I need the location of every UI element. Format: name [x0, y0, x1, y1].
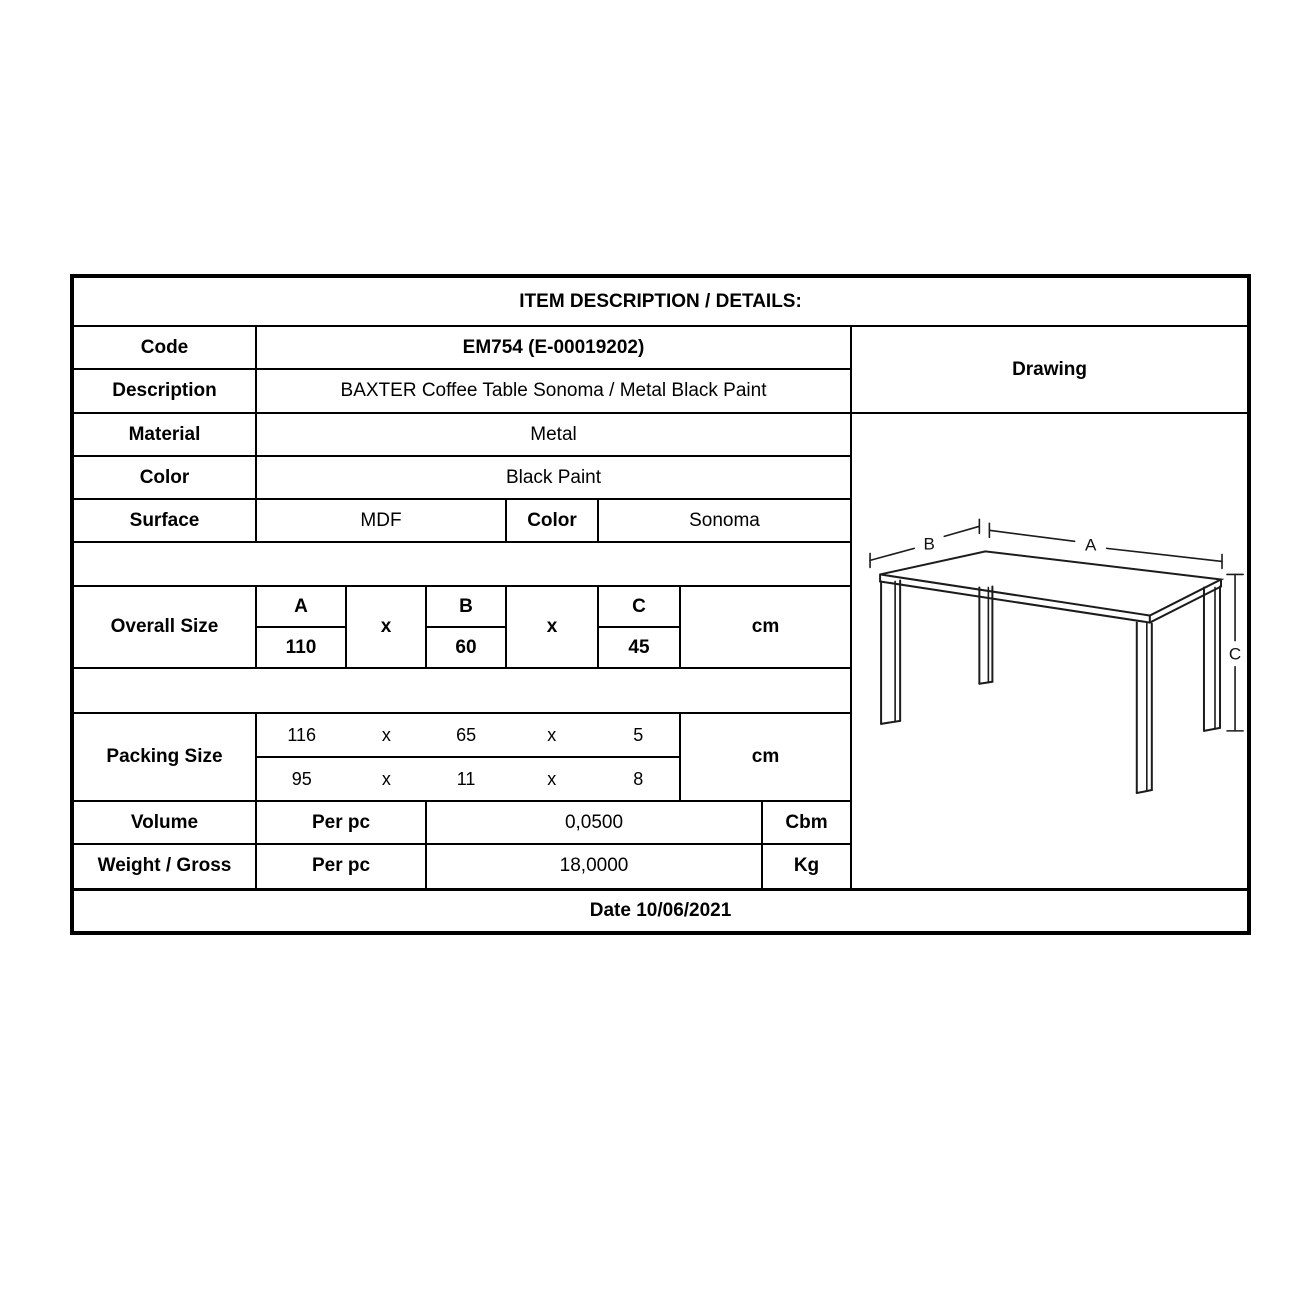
overall-size-dim-c-letter: C — [598, 586, 680, 627]
packing-size-row1 — [256, 713, 680, 757]
packing-row2-sep2: x — [547, 768, 557, 789]
material-label: Material — [72, 413, 256, 456]
weight-unit: Kg — [762, 844, 851, 889]
overall-size-unit: cm — [680, 586, 851, 668]
description-value: BAXTER Coffee Table Sonoma / Metal Black Paint — [256, 369, 851, 413]
color-value: Black Paint — [256, 456, 851, 499]
drawing-panel-title: Drawing — [851, 326, 1249, 413]
dim-label-c: C — [1228, 644, 1242, 664]
material-value: Metal — [256, 413, 851, 456]
packing-size-row2 — [256, 757, 680, 801]
packing-row1-width: 65 — [456, 724, 477, 745]
code-value: EM754 (E-00019202) — [256, 326, 851, 369]
surface-value: MDF — [256, 499, 506, 542]
sheet-title: ITEM DESCRIPTION / DETAILS: — [72, 276, 1249, 326]
packing-row2-height: 8 — [633, 768, 644, 789]
overall-size-dim-a-value: 110 — [256, 627, 346, 668]
overall-size-dim-c-value: 45 — [598, 627, 680, 668]
volume-label: Volume — [72, 801, 256, 844]
color-label: Color — [72, 456, 256, 499]
volume-value: 0,0500 — [426, 801, 762, 844]
weight-gross-label: Weight / Gross — [72, 844, 256, 889]
packing-row2-length: 95 — [291, 768, 312, 789]
table-line-drawing — [852, 414, 1247, 887]
weight-basis: Per pc — [256, 844, 426, 889]
dim-label-a: A — [1084, 535, 1097, 555]
overall-size-separator-2: x — [506, 586, 598, 668]
description-label: Description — [72, 369, 256, 413]
overall-size-dim-b-value: 60 — [426, 627, 506, 668]
volume-basis: Per pc — [256, 801, 426, 844]
overall-size-label: Overall Size — [72, 586, 256, 668]
surface-label: Surface — [72, 499, 256, 542]
code-label: Code — [72, 326, 256, 369]
surface-color-label: Color — [506, 499, 598, 542]
packing-row2-width: 11 — [456, 768, 476, 789]
volume-unit: Cbm — [762, 801, 851, 844]
overall-size-dim-a-letter: A — [256, 586, 346, 627]
packing-row2-sep1: x — [381, 768, 391, 789]
date-row: Date 10/06/2021 — [72, 889, 1249, 933]
spacer-row — [72, 542, 851, 586]
dim-label-b: B — [923, 534, 935, 554]
overall-size-separator-1: x — [346, 586, 426, 668]
packing-row1-sep2: x — [547, 724, 557, 745]
surface-color-value: Sonoma — [598, 499, 851, 542]
packing-size-label: Packing Size — [72, 713, 256, 801]
packing-size-unit: cm — [680, 713, 851, 801]
overall-size-dim-b-letter: B — [426, 586, 506, 627]
packing-row1-length: 116 — [287, 724, 317, 745]
drawing-panel — [851, 413, 1249, 889]
spec-table — [70, 274, 1251, 935]
spacer-row — [72, 668, 851, 713]
packing-row1-height: 5 — [633, 724, 644, 745]
packing-row1-sep1: x — [381, 724, 391, 745]
weight-value: 18,0000 — [426, 844, 762, 889]
